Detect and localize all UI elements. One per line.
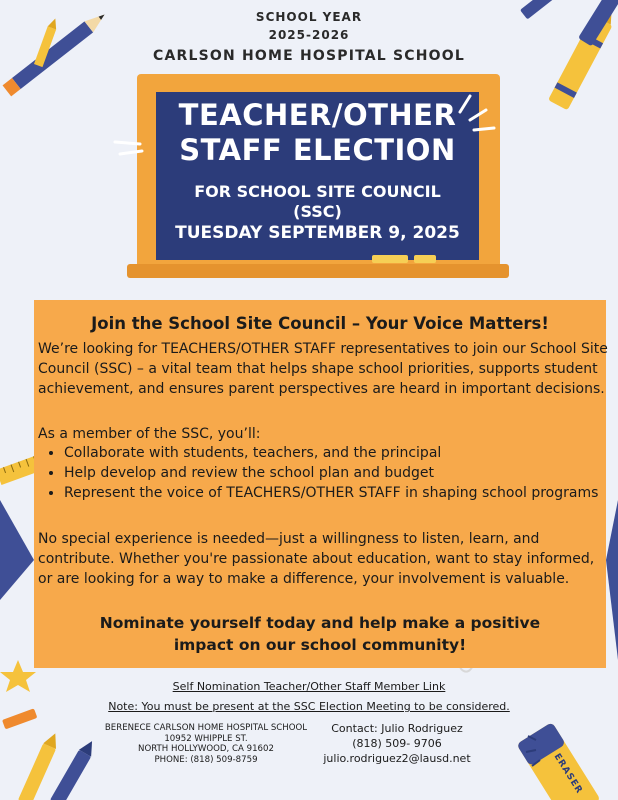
contact-name: Contact: Julio Rodriguez [331, 722, 463, 735]
duties-list [38, 444, 618, 503]
address-line: NORTH HOLLYWOOD, CA 91602 [138, 744, 274, 754]
address-line: PHONE: (818) 509-8759 [154, 754, 258, 765]
board-subtitle-line2: (SSC) [293, 202, 342, 221]
school-address [76, 723, 336, 765]
school-name: CARLSON HOME HOSPITAL SCHOOL [152, 48, 466, 64]
election-date: TUESDAY SEPTEMBER 9, 2025 [175, 223, 460, 243]
board-title-line2: STAFF ELECTION [179, 133, 456, 167]
contact-phone: (818) 509- 9706 [352, 737, 442, 750]
attendance-note: Note: You must be present at the SSC Election Meeting to be considered. [108, 700, 510, 713]
panel-heading: Join the School Site Council – Your Voice Matters! [91, 314, 549, 333]
board-title-line1: TEACHER/OTHER [178, 98, 457, 132]
self-nomination-link[interactable]: Self Nomination Teacher/Other Staff Member Link [172, 680, 446, 693]
call-to-action-line1: Nominate yourself today and help make a positive [99, 614, 541, 632]
board-subtitle-line1: FOR SCHOOL SITE COUNCIL [194, 182, 441, 201]
list-item: • Help develop and review the school plan and budget [64, 464, 618, 484]
intro-paragraph: We’re looking for TEACHERS/OTHER STAFF representatives to join our School Site Council (SSC) – a vital team that helps shape school priorities, supports student achievement, and ensures parent perspectives are heard in important decisions. [38, 341, 608, 397]
address-line: 10952 WHIPPLE ST. [164, 733, 248, 744]
school-year-label: SCHOOL YEAR [255, 10, 363, 24]
list-item: • Collaborate with students, teachers, and the principal [64, 444, 618, 464]
contact-block [322, 721, 472, 766]
list-item: • Represent the voice of TEACHERS/OTHER STAFF in shaping school programs [64, 484, 618, 504]
school-years: 2025-2026 [268, 28, 350, 42]
closing-paragraph: No special experience is needed—just a willingness to listen, learn, and contribute. Whether you're passionate about education, want to stay informed, or are looking for a way to make a difference, your involvement is valuable. [38, 531, 595, 587]
contact-email[interactable]: julio.rodriguez2@lausd.net [323, 752, 471, 765]
eraser-label: ERASER [551, 752, 585, 796]
address-line: BERENECE CARLSON HOME HOSPITAL SCHOOL [104, 723, 308, 733]
call-to-action-line2: impact on our school community! [173, 636, 467, 654]
member-intro: As a member of the SSC, you’ll: [38, 426, 261, 442]
